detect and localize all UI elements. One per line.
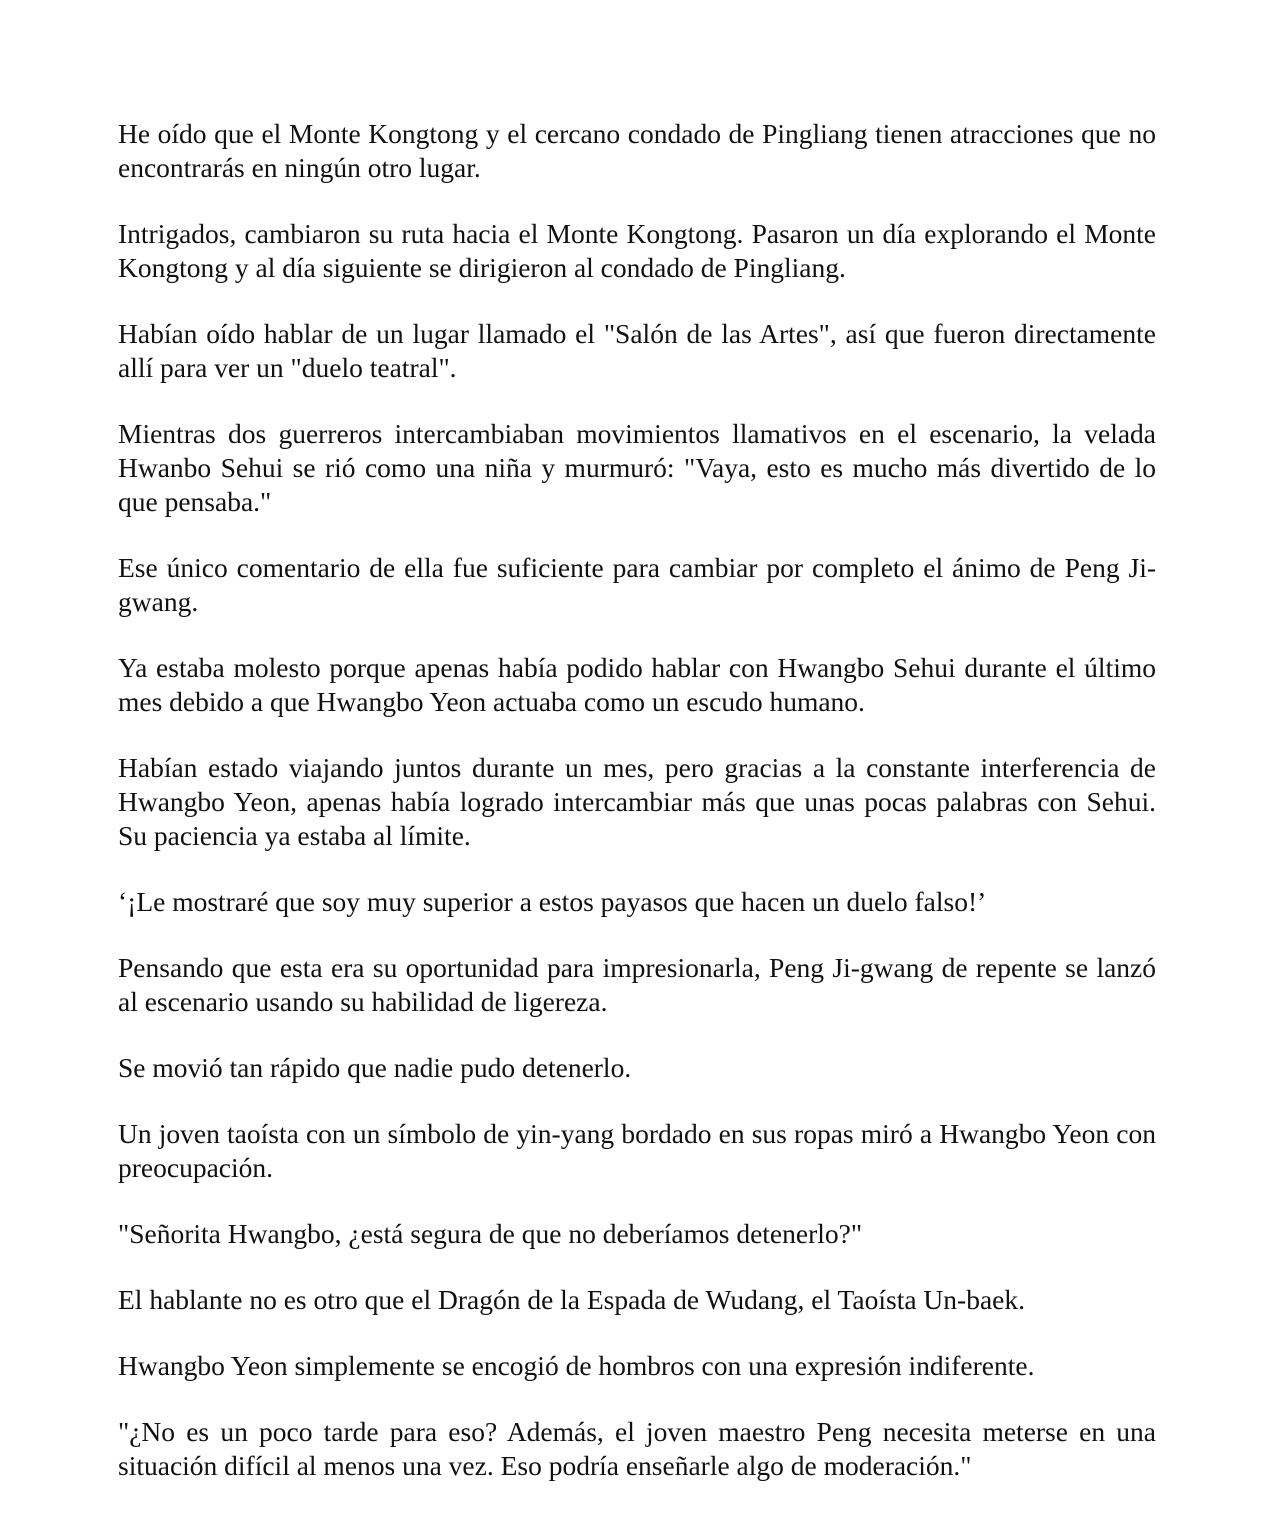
paragraph-4: Mientras dos guerreros intercambiaban movimientos llamativos en el escenario, la velada Hwanbo Sehui se rió como una niña y murmuró: "Vaya, esto es mucho más divertido de lo que pensaba." <box>118 418 1156 517</box>
paragraph-13: El hablante no es otro que el Dragón de la Espada de Wudang, el Taoísta Un-baek. <box>118 1284 1025 1315</box>
paragraph-8: ‘¡Le mostraré que soy muy superior a estos payasos que hacen un duelo falso!’ <box>118 886 987 917</box>
paragraph-2: Intrigados, cambiaron su ruta hacia el Monte Kongtong. Pasaron un día explorando el Monte Kongtong y al día siguiente se dirigieron al condado de Pingliang. <box>118 218 1156 283</box>
paragraph-6: Ya estaba molesto porque apenas había podido hablar con Hwangbo Sehui durante el último mes debido a que Hwangbo Yeon actuaba como un escudo humano. <box>118 652 1156 717</box>
document-page <box>118 117 1156 1515</box>
paragraph-7: Habían estado viajando juntos durante un mes, pero gracias a la constante interferencia de Hwangbo Yeon, apenas había logrado intercambiar más que unas pocas palabras con Sehui. Su paciencia ya estaba al límite. <box>118 752 1156 851</box>
paragraph-10: Se movió tan rápido que nadie pudo detenerlo. <box>118 1052 632 1083</box>
paragraph-9: Pensando que esta era su oportunidad para impresionarla, Peng Ji-gwang de repente se lanzó al escenario usando su habilidad de ligereza. <box>118 952 1156 1017</box>
paragraph-12: "Señorita Hwangbo, ¿está segura de que no deberíamos detenerlo?" <box>118 1218 863 1249</box>
paragraph-14: Hwangbo Yeon simplemente se encogió de hombros con una expresión indiferente. <box>118 1350 1035 1381</box>
paragraph-1: He oído que el Monte Kongtong y el cercano condado de Pingliang tienen atracciones que no encontrarás en ningún otro lugar. <box>118 118 1156 183</box>
paragraph-11: Un joven taoísta con un símbolo de yin-yang bordado en sus ropas miró a Hwangbo Yeon con preocupación. <box>118 1118 1156 1183</box>
paragraph-3: Habían oído hablar de un lugar llamado el "Salón de las Artes", así que fueron directamente allí para ver un "duelo teatral". <box>118 318 1156 383</box>
paragraph-5: Ese único comentario de ella fue suficiente para cambiar por completo el ánimo de Peng Ji-gwang. <box>118 552 1156 617</box>
paragraph-15: "¿No es un poco tarde para eso? Además, el joven maestro Peng necesita meterse en una situación difícil al menos una vez. Eso podría enseñarle algo de moderación." <box>118 1416 1156 1481</box>
